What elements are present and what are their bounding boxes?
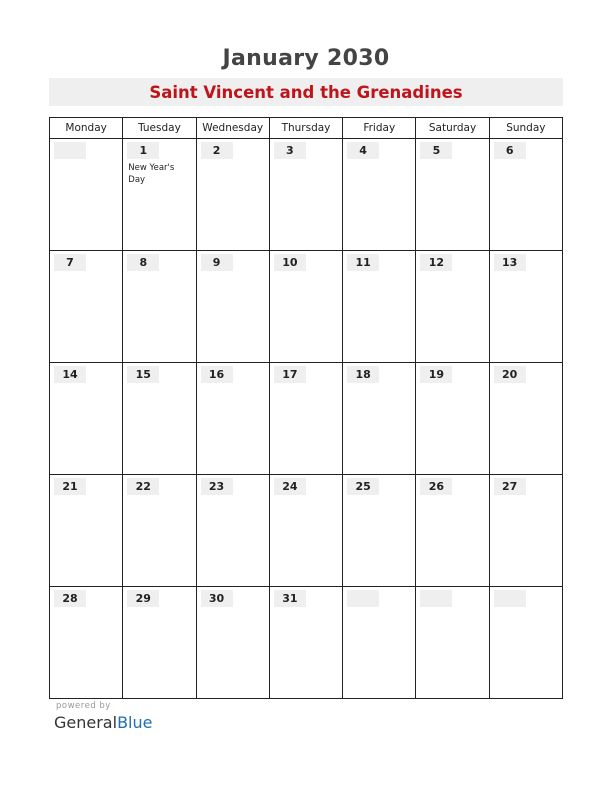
week-row [50, 587, 563, 699]
day-number [54, 142, 86, 159]
day-cell [196, 363, 269, 475]
weekday-sunday: Sunday [489, 118, 562, 139]
day-cell [489, 139, 562, 251]
weekday-thursday: Thursday [269, 118, 342, 139]
brand-logo [54, 713, 152, 732]
day-number: 27 [494, 478, 526, 495]
day-cell [50, 587, 123, 699]
day-cell [123, 251, 196, 363]
day-number: 23 [201, 478, 233, 495]
day-cell [123, 587, 196, 699]
day-cell [343, 139, 416, 251]
day-number: 7 [54, 254, 86, 271]
day-cell [123, 363, 196, 475]
day-number: 20 [494, 366, 526, 383]
day-cell [489, 251, 562, 363]
day-cell [123, 475, 196, 587]
day-cell [50, 363, 123, 475]
day-number: 14 [54, 366, 86, 383]
day-number: 15 [127, 366, 159, 383]
holiday-label: New Year's Day [128, 163, 175, 185]
day-cell [489, 587, 562, 699]
calendar-grid [49, 117, 563, 699]
day-cell [343, 363, 416, 475]
weekday-friday: Friday [343, 118, 416, 139]
day-number: 2 [201, 142, 233, 159]
day-number: 4 [347, 142, 379, 159]
day-number: 10 [274, 254, 306, 271]
day-cell [416, 475, 489, 587]
day-number: 8 [127, 254, 159, 271]
day-cell [269, 587, 342, 699]
day-cell [50, 251, 123, 363]
day-number: 21 [54, 478, 86, 495]
day-number: 9 [201, 254, 233, 271]
day-cell [416, 587, 489, 699]
day-number: 24 [274, 478, 306, 495]
day-cell [489, 475, 562, 587]
brand-blue: Blue [117, 713, 153, 732]
day-number [494, 590, 526, 607]
day-number [347, 590, 379, 607]
weekday-saturday: Saturday [416, 118, 489, 139]
day-number: 28 [54, 590, 86, 607]
day-cell [416, 363, 489, 475]
day-cell [50, 139, 123, 251]
day-number: 19 [420, 366, 452, 383]
week-row [50, 363, 563, 475]
day-number: 30 [201, 590, 233, 607]
day-number: 12 [420, 254, 452, 271]
day-number: 6 [494, 142, 526, 159]
day-number [420, 590, 452, 607]
day-number: 25 [347, 478, 379, 495]
brand-general: General [54, 713, 118, 732]
day-cell [50, 475, 123, 587]
day-number: 5 [420, 142, 452, 159]
day-cell [196, 251, 269, 363]
day-cell [269, 363, 342, 475]
day-number: 18 [347, 366, 379, 383]
day-cell [343, 251, 416, 363]
day-number: 3 [274, 142, 306, 159]
day-cell [196, 475, 269, 587]
week-row [50, 475, 563, 587]
week-row [50, 251, 563, 363]
weekday-wednesday: Wednesday [196, 118, 269, 139]
day-cell [416, 139, 489, 251]
day-cell [269, 139, 342, 251]
weekday-tuesday: Tuesday [123, 118, 196, 139]
country-name: Saint Vincent and the Grenadines [149, 83, 463, 102]
day-cell [269, 475, 342, 587]
calendar-title: January 2030 [222, 46, 390, 71]
day-cell [416, 251, 489, 363]
weekday-header-row [50, 118, 563, 139]
day-cell [343, 587, 416, 699]
day-number: 13 [494, 254, 526, 271]
day-number: 29 [127, 590, 159, 607]
day-number: 31 [274, 590, 306, 607]
day-number: 1 [127, 142, 159, 159]
day-cell [343, 475, 416, 587]
day-number: 11 [347, 254, 379, 271]
day-number: 26 [420, 478, 452, 495]
day-number: 16 [201, 366, 233, 383]
day-cell [196, 139, 269, 251]
weekday-monday: Monday [50, 118, 123, 139]
day-cell [489, 363, 562, 475]
country-banner [49, 78, 563, 106]
week-row [50, 139, 563, 251]
day-cell [269, 251, 342, 363]
day-cell [123, 139, 196, 251]
day-number: 17 [274, 366, 306, 383]
day-cell [196, 587, 269, 699]
day-number: 22 [127, 478, 159, 495]
powered-by-text: powered by [56, 701, 111, 711]
